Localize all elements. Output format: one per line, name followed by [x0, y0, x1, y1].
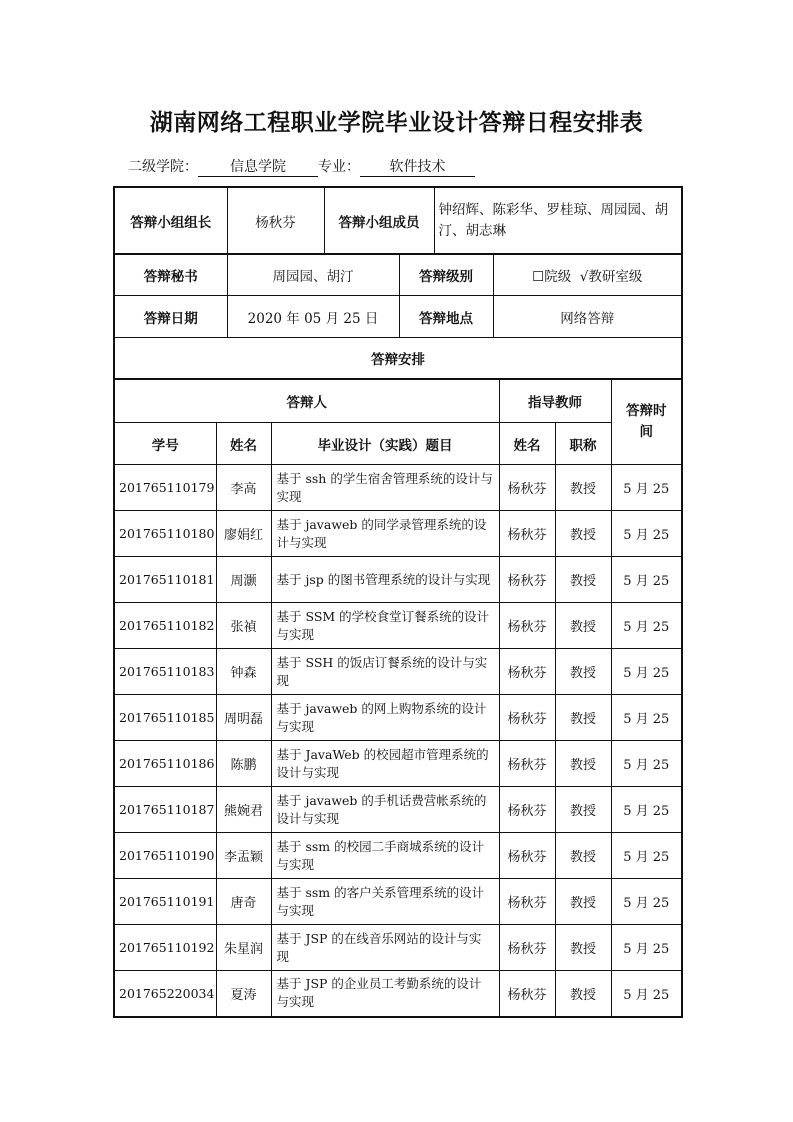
- advisor-title-cell: 教授: [555, 603, 611, 649]
- defense-time-cell: 5 月 25: [611, 787, 682, 833]
- student-name-cell: 廖娟红: [216, 511, 271, 557]
- place-label: 答辩地点: [399, 296, 493, 338]
- date-value: 2020 年 05 月 25 日: [227, 296, 399, 338]
- level-option-department: √教研室级: [579, 268, 643, 285]
- members-label: 答辩小组成员: [324, 187, 434, 254]
- advisor-title-cell: 教授: [555, 741, 611, 787]
- defense-time-cell: 5 月 25: [611, 695, 682, 741]
- student-name-cell: 陈鹏: [216, 741, 271, 787]
- advisor-name-cell: 杨秋芬: [499, 603, 555, 649]
- level-label: 答辩级别: [399, 254, 493, 296]
- table-row: [114, 879, 682, 925]
- topic-cell: 基于 javaweb 的手机话费营帐系统的设计与实现: [271, 787, 499, 833]
- table-row: [114, 787, 682, 833]
- defense-time-cell: 5 月 25: [611, 971, 682, 1017]
- advisor-title-cell: 教授: [555, 649, 611, 695]
- student-id-cell: 201765110183: [114, 649, 216, 695]
- document-title: 湖南网络工程职业学院毕业设计答辩日程安排表: [149, 110, 644, 136]
- student-name-cell: 张禎: [216, 603, 271, 649]
- advisor-group-header: 指导教师: [499, 379, 611, 423]
- student-id-cell: 201765110182: [114, 603, 216, 649]
- student-name-cell: 夏涛: [216, 971, 271, 1017]
- student-id-cell: 201765110190: [114, 833, 216, 879]
- advisor-name-cell: 杨秋芬: [499, 925, 555, 971]
- advisor-title-cell: 教授: [555, 787, 611, 833]
- topic-cell: 基于 JSP 的在线音乐网站的设计与实现: [271, 925, 499, 971]
- topic-cell: 基于 ssh 的学生宿舍管理系统的设计与实现: [271, 465, 499, 511]
- defense-time-cell: 5 月 25: [611, 925, 682, 971]
- student-id-cell: 201765110192: [114, 925, 216, 971]
- advisor-title-cell: 教授: [555, 557, 611, 603]
- student-name-cell: 周灏: [216, 557, 271, 603]
- student-name-cell: 钟森: [216, 649, 271, 695]
- table-row: [114, 741, 682, 787]
- time-header: 答辩时间: [611, 379, 682, 465]
- advisor-title-header: 职称: [555, 423, 611, 465]
- topic-header: 毕业设计（实践）题目: [271, 423, 499, 465]
- table-row: [114, 971, 682, 1017]
- advisor-name-cell: 杨秋芬: [499, 465, 555, 511]
- topic-cell: 基于 javaweb 的同学录管理系统的设计与实现: [271, 511, 499, 557]
- topic-cell: 基于 SSH 的饭店订餐系统的设计与实现: [271, 649, 499, 695]
- topic-cell: 基于 JSP 的企业员工考勤系统的设计与实现: [271, 971, 499, 1017]
- advisor-name-cell: 杨秋芬: [499, 787, 555, 833]
- advisor-title-cell: 教授: [555, 465, 611, 511]
- schedule-section-title: 答辩安排: [114, 338, 682, 379]
- defense-info-table-2: [113, 253, 683, 380]
- student-id-cell: 201765110179: [114, 465, 216, 511]
- leader-value: 杨秋芬: [227, 187, 324, 254]
- topic-cell: 基于 javaweb 的网上购物系统的设计与实现: [271, 695, 499, 741]
- date-label: 答辩日期: [114, 296, 227, 338]
- table-row: [114, 833, 682, 879]
- student-id-cell: 201765110191: [114, 879, 216, 925]
- student-name-cell: 李高: [216, 465, 271, 511]
- members-value: 钟绍辉、陈彩华、罗桂琼、周园园、胡汀、胡志琳: [434, 187, 682, 254]
- college-value: 信息学院: [198, 159, 318, 177]
- student-name-cell: 熊婉君: [216, 787, 271, 833]
- student-id-cell: 201765110185: [114, 695, 216, 741]
- secretary-label: 答辩秘书: [114, 254, 227, 296]
- student-name-cell: 周明磊: [216, 695, 271, 741]
- student-id-cell: 201765110180: [114, 511, 216, 557]
- topic-cell: 基于 JavaWeb 的校园超市管理系统的设计与实现: [271, 741, 499, 787]
- advisor-title-cell: 教授: [555, 971, 611, 1017]
- advisor-name-cell: 杨秋芬: [499, 833, 555, 879]
- advisor-name-cell: 杨秋芬: [499, 741, 555, 787]
- table-row: [114, 557, 682, 603]
- student-id-cell: 201765110186: [114, 741, 216, 787]
- level-option-college: ☐院级: [532, 268, 572, 285]
- name-header: 姓名: [216, 423, 271, 465]
- advisor-name-cell: 杨秋芬: [499, 649, 555, 695]
- defense-time-cell: 5 月 25: [611, 465, 682, 511]
- schedule-table: [113, 378, 683, 1018]
- topic-cell: 基于 ssm 的校园二手商城系统的设计与实现: [271, 833, 499, 879]
- advisor-title-cell: 教授: [555, 695, 611, 741]
- advisor-name-cell: 杨秋芬: [499, 971, 555, 1017]
- place-value: 网络答辩: [493, 296, 682, 338]
- student-name-cell: 唐奇: [216, 879, 271, 925]
- level-value: [493, 254, 682, 296]
- advisor-title-cell: 教授: [555, 925, 611, 971]
- major-label: 专业：: [318, 159, 360, 175]
- table-row: [114, 511, 682, 557]
- advisor-name-cell: 杨秋芬: [499, 511, 555, 557]
- table-row: [114, 649, 682, 695]
- defender-group-header: 答辩人: [114, 379, 499, 423]
- topic-cell: 基于 SSM 的学校食堂订餐系统的设计与实现: [271, 603, 499, 649]
- defense-time-cell: 5 月 25: [611, 557, 682, 603]
- college-major-line: [128, 156, 475, 177]
- table-row: [114, 925, 682, 971]
- defense-time-cell: 5 月 25: [611, 511, 682, 557]
- leader-label: 答辩小组组长: [114, 187, 227, 254]
- advisor-name-header: 姓名: [499, 423, 555, 465]
- topic-cell: 基于 ssm 的客户关系管理系统的设计与实现: [271, 879, 499, 925]
- defense-time-cell: 5 月 25: [611, 603, 682, 649]
- advisor-name-cell: 杨秋芬: [499, 557, 555, 603]
- student-id-cell: 201765110187: [114, 787, 216, 833]
- advisor-title-cell: 教授: [555, 833, 611, 879]
- student-id-cell: 201765220034: [114, 971, 216, 1017]
- defense-time-cell: 5 月 25: [611, 833, 682, 879]
- defense-info-table: [113, 186, 683, 255]
- table-row: [114, 603, 682, 649]
- student-name-cell: 朱星润: [216, 925, 271, 971]
- college-label: 二级学院：: [128, 159, 198, 175]
- advisor-name-cell: 杨秋芬: [499, 695, 555, 741]
- defense-time-cell: 5 月 25: [611, 879, 682, 925]
- major-value: 软件技术: [360, 159, 475, 177]
- defense-time-cell: 5 月 25: [611, 741, 682, 787]
- topic-cell: 基于 jsp 的图书管理系统的设计与实现: [271, 557, 499, 603]
- student-name-cell: 李盂颖: [216, 833, 271, 879]
- secretary-value: 周园园、胡汀: [227, 254, 399, 296]
- student-id-cell: 201765110181: [114, 557, 216, 603]
- advisor-title-cell: 教授: [555, 879, 611, 925]
- advisor-title-cell: 教授: [555, 511, 611, 557]
- table-row: [114, 695, 682, 741]
- id-header: 学号: [114, 423, 216, 465]
- table-row: [114, 465, 682, 511]
- advisor-name-cell: 杨秋芬: [499, 879, 555, 925]
- defense-time-cell: 5 月 25: [611, 649, 682, 695]
